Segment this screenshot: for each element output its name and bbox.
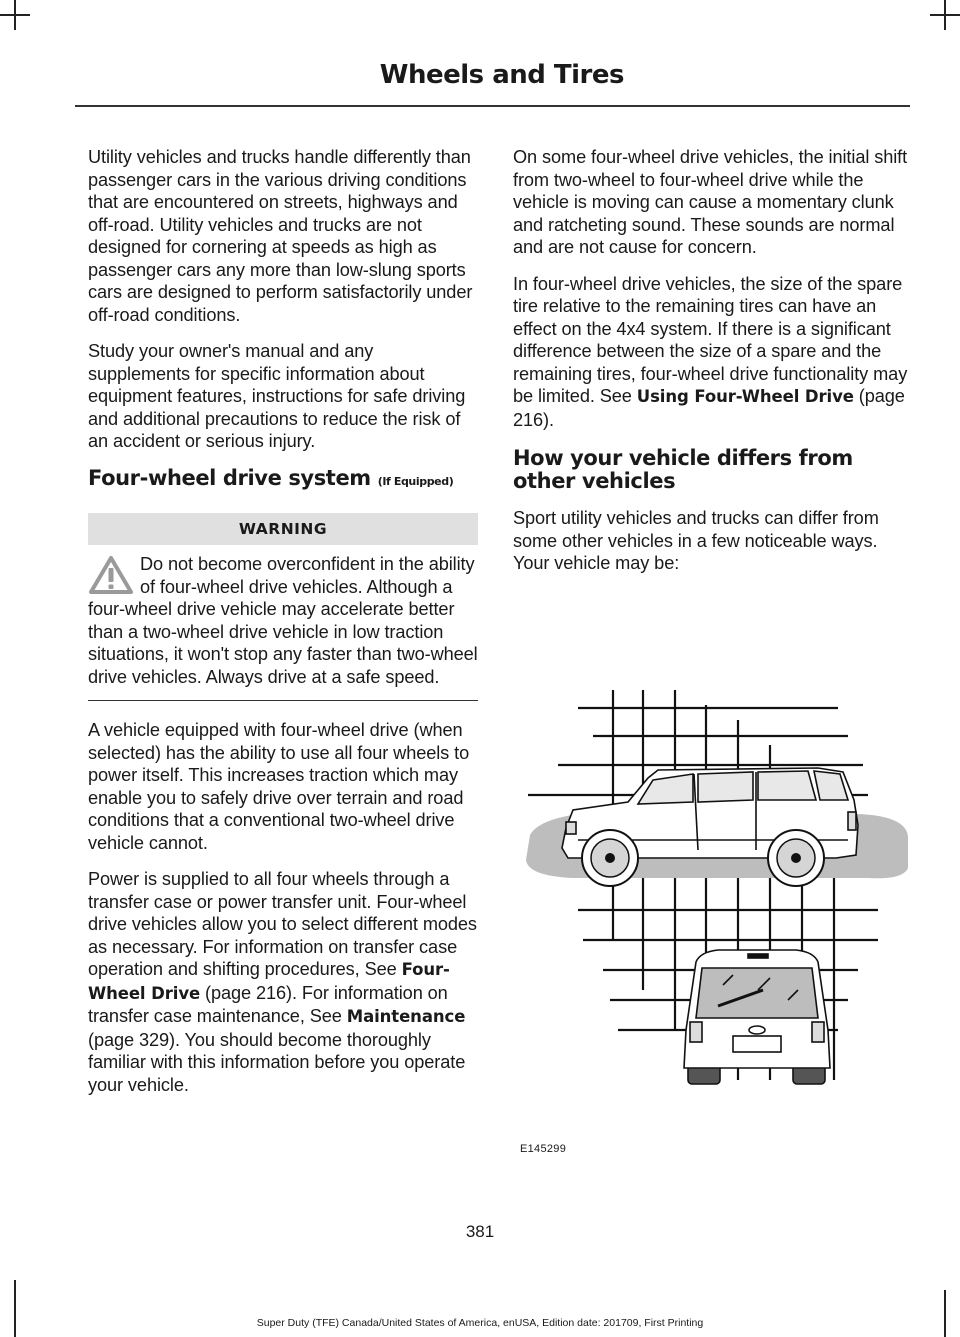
cross-reference-link[interactable]: Four-Wheel Drive <box>88 960 450 1003</box>
crop-mark <box>944 1290 946 1337</box>
paragraph: On some four-wheel drive vehicles, the initial shift from two-wheel to four-wheel drive while the vehicle is moving can cause a momentary clunk and ratcheting sound. These sounds are normal and are not cause for concern. <box>513 147 908 257</box>
wheel <box>768 830 824 886</box>
paragraph-text: (page 216). For information on transfer case maintenance, See <box>88 982 448 1026</box>
paragraph: A vehicle equipped with four-wheel drive (when selected) has the ability to use all four wheels to power itself. This increases traction which may enable you to safely drive over terrain and road conditions that a conventional two-wheel drive vehicle cannot. <box>88 720 470 853</box>
warning-triangle-icon <box>88 555 134 595</box>
warning-label: WARNING <box>88 513 478 546</box>
warning-box <box>88 553 478 701</box>
section-heading-note: (If Equipped) <box>377 474 454 488</box>
right-column <box>513 146 909 589</box>
left-column <box>88 146 478 1110</box>
paragraph <box>513 273 909 432</box>
cross-reference-link[interactable]: Maintenance <box>346 1007 466 1026</box>
page-title: Wheels and Tires <box>379 60 624 90</box>
warning-text: Do not become overconfident in the ability of four-wheel drive vehicles. Although a four-wheel drive vehicle may accelerate better than a two-wheel drive vehicle in low traction situations, it won't stop any faster than two-wheel drive vehicles. Always drive at a safe speed. <box>88 554 478 687</box>
paragraph-text: (page 216). <box>513 386 905 430</box>
section-heading-text: Four-wheel drive system <box>88 465 371 490</box>
page-number: 381 <box>465 1222 495 1241</box>
crop-mark <box>930 14 960 16</box>
wheel <box>582 830 638 886</box>
cross-reference-link[interactable]: Using Four-Wheel Drive <box>636 387 854 406</box>
paragraph-text: In four-wheel drive vehicles, the size of the spare tire relative to the remaining tires can have an effect on the 4x4 system. If there is a significant difference between the size of a spare and the remaining tires, four-wheel drive functionality may be limited. See <box>513 273 908 406</box>
section-heading <box>88 467 478 493</box>
paragraph: Utility vehicles and trucks handle differently than passenger cars in the various driving conditions that are encountered on streets, highways and off-road. Utility vehicles and trucks are not designed for cornering at speeds as high as passenger cars any more than low-slung sports cars are designed to perform satisfactorily under off-road conditions. <box>88 147 473 325</box>
vehicle-illustration <box>518 690 910 1086</box>
paragraph-text: (page 329). You should become thoroughly familiar with this information before you operate your vehicle. <box>88 1029 466 1095</box>
crop-mark <box>0 14 30 16</box>
header-divider <box>75 105 910 107</box>
figure-code: E145299 <box>520 1143 567 1155</box>
paragraph: Study your owner's manual and any supplements for specific information about equipment features, instructions for safe driving and additional precautions to reduce the risk of an accident or serious injury. <box>88 341 466 451</box>
paragraph <box>88 868 478 1096</box>
section-heading: How your vehicle differs from other vehicles <box>513 446 853 493</box>
paragraph: Sport utility vehicles and trucks can differ from some other vehicles in a few noticeable ways. Your vehicle may be: <box>513 508 879 573</box>
paragraph-text: Power is supplied to all four wheels through a transfer case or power transfer unit. Four-wheel drive vehicles allow you to select different modes as necessary. For information on transfer case operation and shifting procedures, See <box>88 869 477 979</box>
footer-text: Super Duty (TFE) Canada/United States of America, enUSA, Edition date: 201709, First Printing <box>256 1317 704 1329</box>
